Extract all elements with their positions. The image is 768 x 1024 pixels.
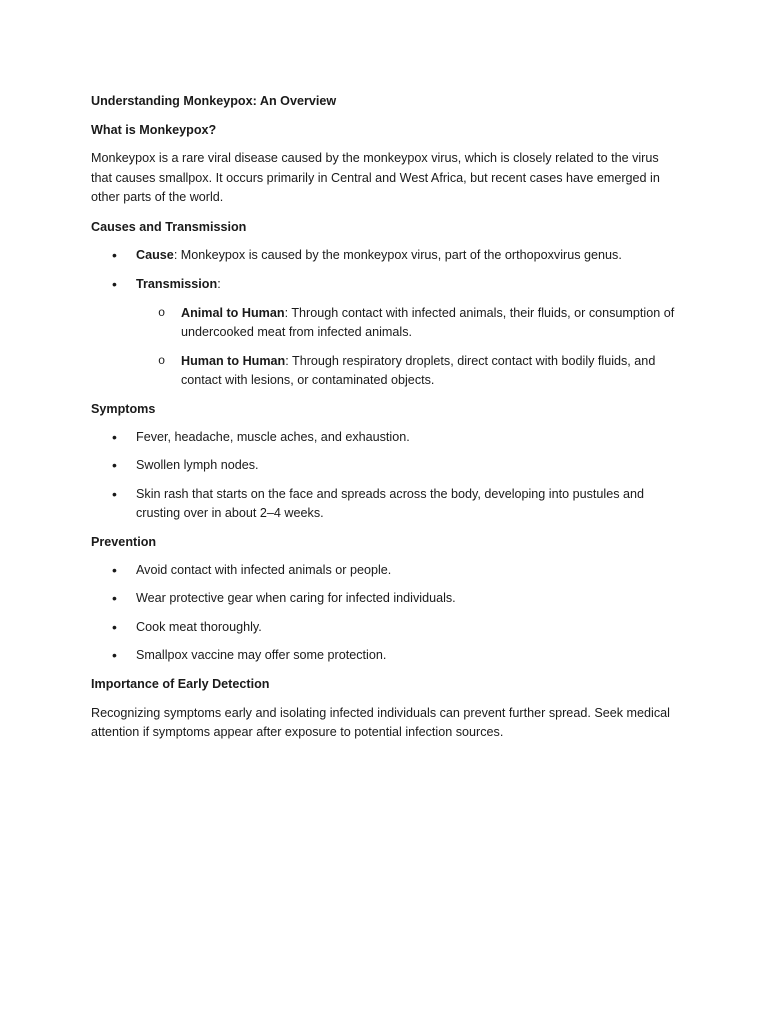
prevention-list [91,561,681,666]
bullet-icon: • [112,647,117,663]
sub-bullet-icon: o [158,353,166,368]
list-item [91,456,681,476]
list-item [91,485,681,524]
bullet-icon: • [112,618,117,635]
bullet-icon: • [112,276,117,292]
document-title: Understanding Monkeypox: An Overview [91,94,337,108]
list-item [91,428,681,448]
sublist-item-human [91,352,681,391]
bullet-icon: • [112,590,117,606]
heading-causes: Causes and Transmission [91,219,247,234]
bullet-icon: • [112,457,117,473]
prevention-text: Avoid contact with infected animals or people. [136,562,392,577]
paragraph-what-is: Monkeypox is a rare viral disease caused by the monkeypox virus, which is closely related to the virus that causes smallpox. It occurs primarily in Central and West Africa, but recent cases have emerged in other parts of the world. [91,151,660,204]
heading-early-detection: Importance of Early Detection [91,676,270,691]
symptom-text: Swollen lymph nodes. [136,458,259,472]
bullet-icon: • [112,485,117,502]
cause-text: : Monkeypox is caused by the monkeypox virus, part of the orthopoxvirus genus. [173,247,622,262]
transmission-label: Transmission [136,277,218,291]
sub-bullet-icon: o [158,305,166,320]
bullet-icon: • [112,428,117,445]
cause-label: Cause [136,247,174,262]
transmission-suffix: : [217,277,221,291]
human-text: : Through respiratory droplets, direct contact with bodily fluids, and contact with lesions, or contaminated objects. [181,353,656,387]
symptom-text: Fever, headache, muscle aches, and exhaustion. [136,429,410,444]
prevention-text: Wear protective gear when caring for infected individuals. [136,591,456,605]
animal-label: Animal to Human [181,305,285,320]
document-page [91,88,681,743]
symptoms-list [91,428,681,524]
bullet-icon: • [112,246,117,263]
heading-what-is: What is Monkeypox? [91,123,217,137]
prevention-text: Cook meat thoroughly. [136,619,262,634]
sublist-item-animal [91,304,681,343]
bullet-icon: • [112,561,117,578]
list-item [91,618,681,638]
causes-list [91,246,681,295]
human-label: Human to Human [181,353,286,368]
heading-symptoms: Symptoms [91,401,156,416]
list-item-cause [91,246,681,266]
animal-text: : Through contact with infected animals, their fluids, or consumption of undercooked meat from infected animals. [181,305,675,339]
symptom-text: Skin rash that starts on the face and spreads across the body, developing into pustules and crusting over in about 2–4 weeks. [136,486,645,520]
transmission-sublist [91,304,681,391]
list-item [91,589,681,609]
paragraph-early-detection: Recognizing symptoms early and isolating infected individuals can prevent further spread. Seek medical attention if symptoms appear after exposure to potential infection sources. [91,705,670,739]
prevention-text: Smallpox vaccine may offer some protection. [136,648,387,662]
heading-prevention: Prevention [91,534,157,549]
list-item-transmission [91,275,681,295]
list-item [91,561,681,581]
list-item [91,646,681,666]
